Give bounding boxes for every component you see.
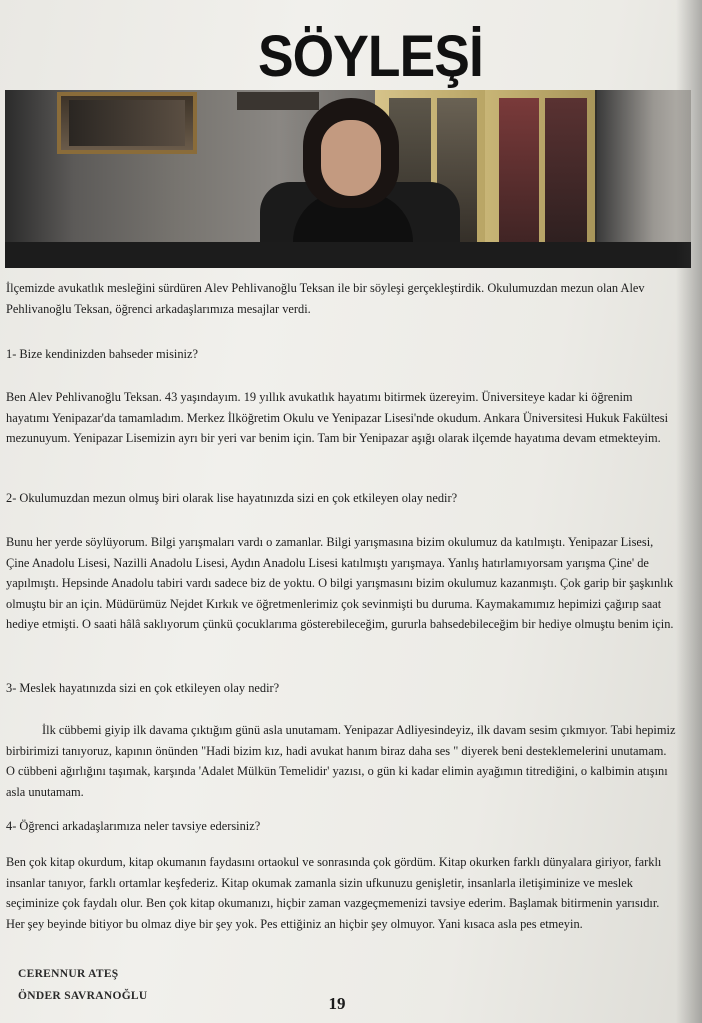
author-name-2: ÖNDER SAVRANOĞLU (18, 990, 148, 1002)
author-name-1: CERENNUR ATEŞ (18, 968, 119, 980)
answer-1: Ben Alev Pehlivanoğlu Teksan. 43 yaşındayım. 19 yıllık avukatlık hayatımı bitirmek üzereyim. Üniversiteye kadar ki öğrenim hayatımı Yenipazar'da tamamladım. Merkez İlköğretim Okulu ve Yenipazar Lisesi'nde okudum. Ankara Üniversitesi Hukuk Fakültesi mezunuyum. Yenipazar Lisemizin ayrı bir yeri var benim için. Tam bir Yenipazar aşığı olarak ilçemde hayatıma devam etmekteyim. (6, 390, 669, 445)
question-1: 1- Bize kendinizden bahseder misiniz? (6, 347, 198, 361)
page-shadow (676, 0, 702, 1023)
page-title: SÖYLEŞİ (258, 24, 483, 89)
answer-3: İlk cübbemi giyip ilk davama çıktığım günü asla unutamam. Yenipazar Adliyesindeyiz, ilk davam sesim çıkmıyor. Tabi hepimiz birbirimizi tanıyoruz, kapının önünden "Hadi bizim kız, hadi avukat hanım biraz daha ses " diyerek beni desteklemelerini unutamam. O cübbeni ağırlığını taşımak, karşında 'Adalet Mülkün Temelidir' yazısı, o gün ki kadar elimin ayağımın titrediğini, o kalbimin atışını asla unutamam. (6, 723, 676, 799)
question-2: 2- Okulumuzdan mezun olmuş biri olarak lise hayatınızda sizi en çok etkileyen olay nedir? (6, 491, 458, 505)
question-3: 3- Meslek hayatınızda sizi en çok etkileyen olay nedir? (6, 681, 280, 695)
answer-4: Ben çok kitap okurdum, kitap okumanın faydasını ortaokul ve sonrasında çok gördüm. Kitap okurken farklı dünyalara giriyor, farklı insanlar tanıyor, farklı ortamlar keşfederiz. Kitap okumak zamanla sizin ufkunuzu genişletir, insanlarla iletişiminize ve meslek seçiminize çok faydalı olur. Ben çok kitap okumanızı, hiçbir zaman vazgeçmemenizi tavsiye ederim. Başlamak bitirmenin yarısıdır. Her şey beyinde bitiyor bu olmaz diye bir şey yok. Pes ettiğiniz an hiçbir şey olmuyor. Yani kısaca asla pes etmeyin. (6, 855, 662, 931)
question-4: 4- Öğrenci arkadaşlarımıza neler tavsiye edersiniz? (6, 819, 261, 833)
page-number: 19 (328, 994, 346, 1013)
interview-photo (5, 90, 691, 268)
intro-paragraph: İlçemizde avukatlık mesleğini sürdüren Alev Pehlivanoğlu Teksan ile bir söyleşi gerçekleştirdik. Okulumuzdan mezun olan Alev Pehlivanoğlu Teksan, öğrenci arkadaşlarımıza mesajlar verdi. (6, 281, 645, 316)
answer-2: Bunu her yerde söylüyorum. Bilgi yarışmaları vardı o zamanlar. Bilgi yarışmasına bizim okulumuz da katılmıştı. Yenipazar Lisesi, Çine Anadolu Lisesi, Nazilli Anadolu Lisesi, Aydın Anadolu Lisesi katılmıştı yarışmaya. Yanlış hatırlamıyorsam yarışma Çine' de yapılmıştı. Hepsinde Anadolu tabiri vardı sadece biz de yoktu. O bilgi yarışmasını bizim okulumuz kazanmıştı. Çok garip bir şaşkınlık olmuştu bir an için. Müdürümüz Nejdet Kırkık ve öğretmenlerimiz çok sevinmişti bu duruma. Kaymakamımız hepimizi çağırıp saat hediye etmişti. O saati hâlâ saklıyorum çünkü çocuklarıma gösterebileceğim, gururla bahsedebileceğim bir hediye olmuştu benim için. (6, 535, 674, 631)
